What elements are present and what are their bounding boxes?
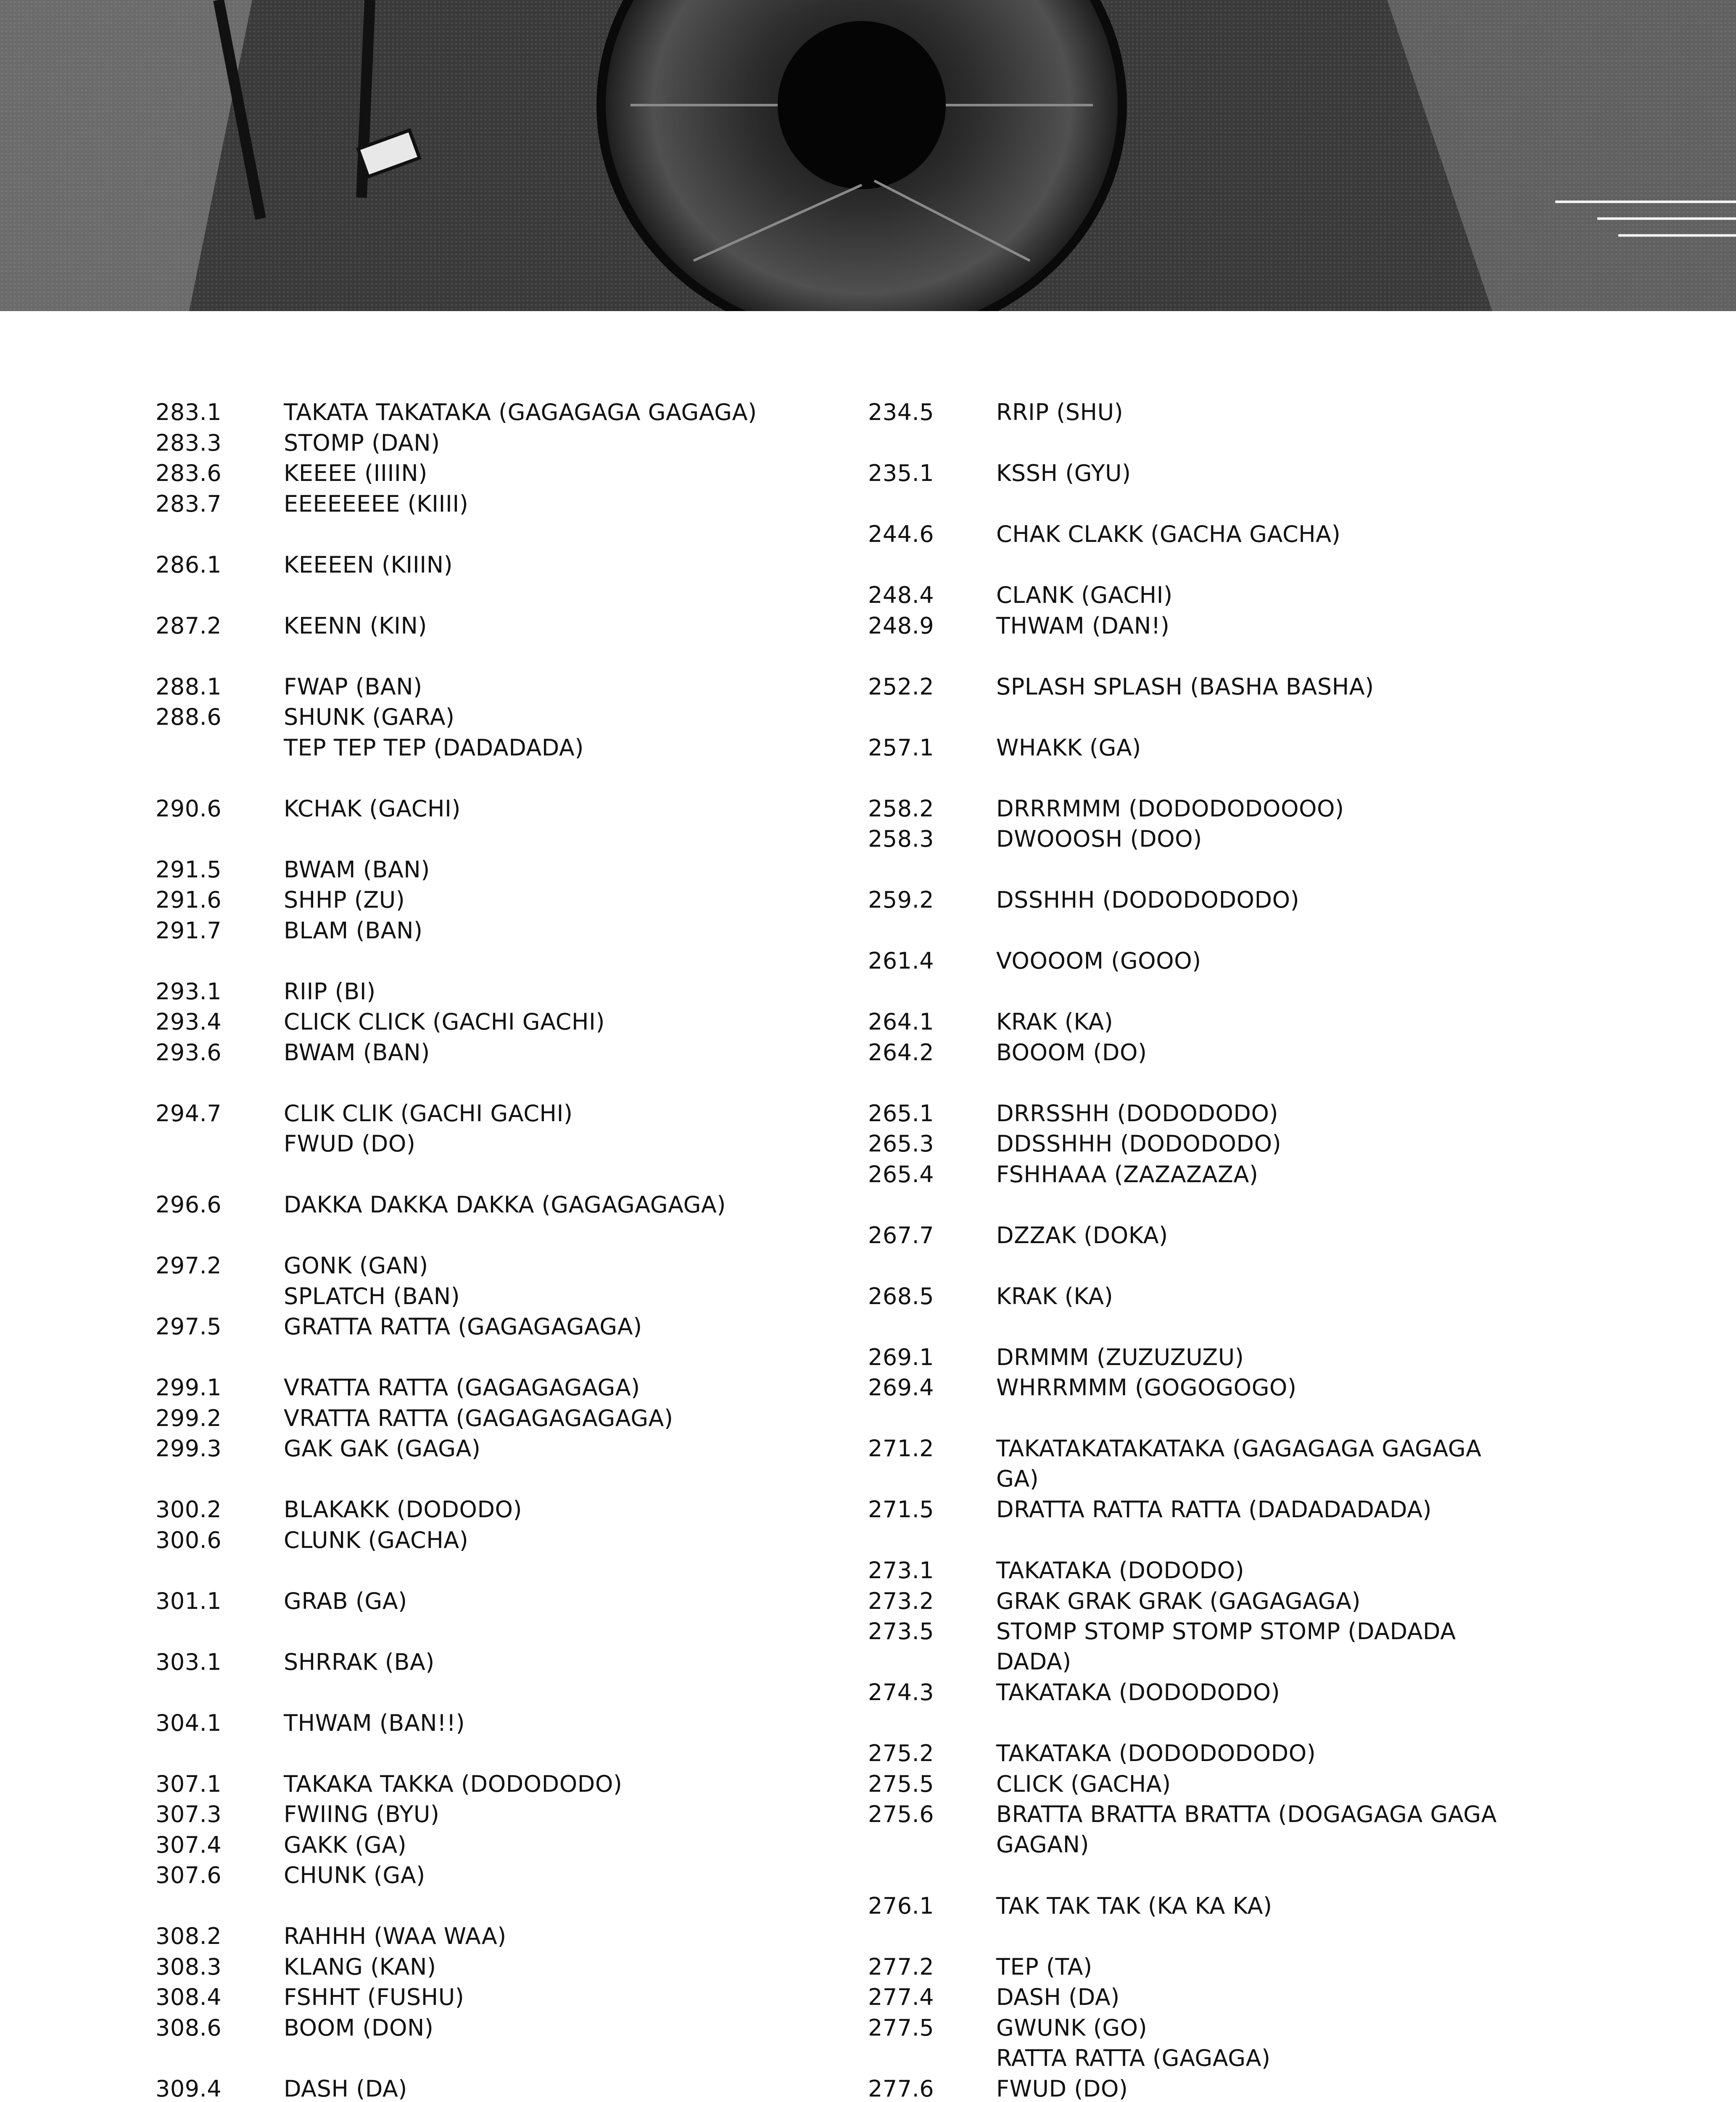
glossary-entry <box>868 458 1541 489</box>
glossary-entry <box>868 1555 1541 1586</box>
sound-effect-line: CLIK CLIK (GACHI GACHI) <box>284 1100 573 1127</box>
sound-effect-text <box>996 1281 1113 1312</box>
sound-effect-line: WHAKK (GA) <box>996 734 1141 761</box>
panel-number: 271.5 <box>868 1496 934 1523</box>
sound-effect-line: BLAKAKK (DODODO) <box>284 1496 522 1523</box>
glossary-entry <box>156 1799 828 1830</box>
panel-number: 265.3 <box>868 1130 934 1157</box>
sound-effect-line: CHAK CLAKK (GACHA GACHA) <box>996 521 1341 547</box>
glossary-entry <box>868 1373 1541 1403</box>
sound-effect-text <box>284 1129 415 1159</box>
glossary-entry <box>156 794 828 824</box>
sound-effect-line: FSHHAAA (ZAZAZAZA) <box>996 1161 1258 1188</box>
sound-effect-line: VRATTA RATTA (GAGAGAGAGAGA) <box>284 1405 673 1431</box>
panel-number: 290.6 <box>156 795 222 822</box>
sound-effect-line: CLANK (GACHI) <box>996 582 1173 608</box>
sound-effect-text <box>996 1891 1272 1921</box>
panel-number: 294.7 <box>156 1100 222 1127</box>
sound-effect-text <box>996 1799 1497 1860</box>
sound-effect-line: KRAK (KA) <box>996 1283 1113 1310</box>
panel-number: 283.7 <box>156 491 222 517</box>
glossary-entry <box>868 1677 1541 1708</box>
sound-effect-text <box>284 1373 640 1403</box>
glossary-entry <box>868 1099 1541 1129</box>
sound-effect-text <box>996 519 1340 549</box>
glossary-entry <box>868 1799 1541 1860</box>
panel-number: 293.6 <box>156 1039 222 1066</box>
panel-number: 288.1 <box>156 673 222 700</box>
glossary-entry <box>868 1891 1541 1922</box>
panel-number: 299.1 <box>156 1374 222 1401</box>
sound-effect-line: FWUD (DO) <box>284 1130 416 1157</box>
glossary-entry <box>156 977 828 1007</box>
glossary-entry <box>156 885 828 916</box>
glossary-entry <box>156 1860 828 1891</box>
panel-number: 277.4 <box>868 1984 934 2010</box>
panel-number: 307.3 <box>156 1801 222 1827</box>
panel-number: 265.4 <box>868 1161 934 1188</box>
sound-effect-text <box>996 611 1169 641</box>
sound-effect-text <box>284 733 584 763</box>
panel-number: 299.3 <box>156 1435 222 1462</box>
sound-effect-text <box>284 1708 465 1738</box>
panel-number: 258.3 <box>868 826 934 852</box>
sound-effect-text <box>284 428 440 458</box>
glossary-entry <box>156 1190 828 1220</box>
sound-effect-line: GWUNK (GO) <box>996 2015 1148 2041</box>
sound-effect-line: DRRRMMM (DODODODOOOO) <box>996 795 1344 822</box>
panel-number: 275.6 <box>868 1801 934 1827</box>
glossary-entry <box>156 1403 828 1434</box>
panel-number: 296.6 <box>156 1191 222 1218</box>
sound-effect-line: GAKK (GA) <box>284 1832 407 1858</box>
glossary-entry <box>868 580 1541 611</box>
panel-number: 300.2 <box>156 1496 222 1523</box>
sound-effect-line-continued: GA) <box>996 1466 1039 1492</box>
glossary-entry <box>156 1982 828 2013</box>
sound-effect-line: BLAM (BAN) <box>284 917 423 944</box>
panel-number: 307.1 <box>156 1771 222 1797</box>
sound-effect-line-continued: GAGAN) <box>996 1831 1090 1858</box>
glossary-entry <box>868 1495 1541 1525</box>
glossary-entry <box>868 1982 1541 2013</box>
sound-effect-text <box>996 1982 1120 2012</box>
sound-effect-text <box>284 885 405 915</box>
glossary-entry <box>868 1769 1541 1800</box>
sound-effect-text <box>284 1525 468 1555</box>
sound-effect-line: GRAK GRAK GRAK (GAGAGAGA) <box>996 1588 1361 1614</box>
glossary-entry <box>156 1647 828 1678</box>
sound-effect-line: SHHP (ZU) <box>284 887 405 913</box>
sound-effect-text <box>996 1007 1113 1037</box>
sound-effect-line: DWOOOSH (DOO) <box>996 826 1202 852</box>
glossary-entry <box>868 672 1541 702</box>
sound-effect-text <box>996 2043 1271 2073</box>
sound-effect-text <box>996 1495 1432 1525</box>
sound-effect-line: DDSSHHH (DODODODO) <box>996 1130 1282 1157</box>
panel-number: 264.1 <box>868 1009 934 1035</box>
glossary-entry <box>156 1708 828 1739</box>
glossary-entry <box>868 611 1541 642</box>
sound-effect-text <box>284 1007 605 1037</box>
glossary-entry <box>156 2013 828 2044</box>
sound-effect-line: BOOOM (DO) <box>996 1039 1147 1066</box>
sound-effect-line: GAK GAK (GAGA) <box>284 1435 481 1462</box>
sound-effect-text <box>996 824 1202 854</box>
glossary-entry <box>156 1434 828 1464</box>
sound-effect-text <box>284 1830 406 1860</box>
glossary-entry <box>156 428 828 459</box>
glossary-entry <box>868 946 1541 977</box>
sound-effect-text <box>996 2013 1147 2043</box>
sound-effect-line: DZZAK (DOKA) <box>996 1222 1168 1249</box>
sound-effect-line: GRATTA RATTA (GAGAGAGAGA) <box>284 1313 642 1340</box>
top-manga-panel <box>0 0 1736 311</box>
glossary-entry <box>156 1495 828 1525</box>
sound-effect-line: FWUD (DO) <box>996 2076 1128 2102</box>
sound-effect-text <box>996 1677 1280 1708</box>
sound-effect-line: TEP (TA) <box>996 1954 1092 1980</box>
sound-effect-text <box>996 1159 1258 1190</box>
sound-effect-line: SPLASH SPLASH (BASHA BASHA) <box>996 673 1374 700</box>
panel-number: 286.1 <box>156 552 222 578</box>
sound-effect-text <box>284 1921 507 1951</box>
sound-effect-text <box>996 1738 1316 1769</box>
glossary-entry <box>868 2043 1541 2074</box>
panel-number: 307.6 <box>156 1862 222 1888</box>
sound-effect-text <box>284 1281 460 1312</box>
sound-effect-line: THWAM (BAN!!) <box>284 1710 465 1736</box>
glossary-entry <box>156 1251 828 1281</box>
panel-number: 293.4 <box>156 1009 222 1035</box>
glossary-entry <box>868 1738 1541 1769</box>
glossary-entry <box>156 2074 828 2102</box>
panel-number: 244.6 <box>868 521 934 547</box>
sound-effect-line: THWAM (DAN!) <box>996 613 1170 639</box>
glossary-entry <box>156 1007 828 1038</box>
sound-effect-line: VRATTA RATTA (GAGAGAGAGA) <box>284 1374 640 1401</box>
panel-number: 291.5 <box>156 856 222 883</box>
panel-number: 308.3 <box>156 1954 222 1980</box>
sound-effect-text <box>284 397 757 428</box>
panel-number: 307.4 <box>156 1832 222 1858</box>
sound-effect-line: KEEEE (IIIIN) <box>284 460 427 486</box>
glossary-entry <box>156 702 828 733</box>
sound-effect-line: STOMP (DAN) <box>284 430 440 456</box>
panel-number: 277.2 <box>868 1954 934 1980</box>
glossary-entry <box>868 794 1541 824</box>
glossary-entry <box>156 1921 828 1952</box>
sound-effect-line: DASH (DA) <box>284 2076 407 2102</box>
sound-effect-line: TAKATA TAKATAKA (GAGAGAGA GAGAGA) <box>284 399 757 425</box>
sound-effect-text <box>996 1129 1281 1159</box>
sound-effect-line: GONK (GAN) <box>284 1252 428 1279</box>
sound-effect-text <box>284 1769 622 1799</box>
sound-effect-text <box>996 794 1344 824</box>
sound-effect-line: RATTA RATTA (GAGAGA) <box>996 2045 1271 2071</box>
sound-effect-line: TEP TEP TEP (DADADADA) <box>284 734 584 761</box>
glossary-entry <box>868 1129 1541 1159</box>
sound-effect-line: TAKATAKA (DODODODODO) <box>996 1740 1316 1767</box>
panel-number: 297.5 <box>156 1313 222 1340</box>
glossary-entry <box>868 885 1541 916</box>
sound-effect-text <box>284 1982 464 2012</box>
glossary-entry <box>156 458 828 489</box>
panel-number: 259.2 <box>868 887 934 913</box>
sound-effect-line: SHRRAK (BA) <box>284 1649 435 1675</box>
glossary-entry <box>156 1525 828 1556</box>
glossary-entry <box>156 1281 828 1312</box>
sound-effect-text <box>284 1586 407 1616</box>
sound-effect-line: STOMP STOMP STOMP STOMP (DADADA <box>996 1618 1456 1645</box>
panel-number: 308.6 <box>156 2015 222 2041</box>
sound-effect-line: KEEEEN (KIIIN) <box>284 552 453 578</box>
sound-effect-line: BOOM (DON) <box>284 2015 434 2041</box>
sound-effect-text <box>996 1434 1482 1494</box>
sound-effect-text <box>996 1373 1297 1403</box>
sound-effect-line: DAKKA DAKKA DAKKA (GAGAGAGAGA) <box>284 1191 726 1218</box>
panel-number: 275.2 <box>868 1740 934 1767</box>
sound-effect-line: CHUNK (GA) <box>284 1862 425 1888</box>
panel-number: 274.3 <box>868 1679 934 1706</box>
sound-effect-text <box>284 702 455 732</box>
sound-effect-line: EEEEEEEE (KIIII) <box>284 491 469 517</box>
sound-effect-line: TAKATAKA (DODODO) <box>996 1557 1245 1584</box>
panel-number: 277.5 <box>868 2015 934 2041</box>
sound-effect-line: DRRSSHH (DODODODO) <box>996 1100 1279 1127</box>
glossary-entry <box>868 2074 1541 2102</box>
panel-number: 248.9 <box>868 613 934 639</box>
sound-effect-line: RRIP (SHU) <box>996 399 1124 425</box>
glossary-entry <box>868 2013 1541 2044</box>
glossary-entry <box>156 397 828 428</box>
panel-number: 234.5 <box>868 399 934 425</box>
sound-effect-text <box>284 489 468 519</box>
glossary-entry <box>156 489 828 520</box>
glossary-entry <box>156 672 828 702</box>
sound-effect-line: DRMMM (ZUZUZUZU) <box>996 1344 1244 1371</box>
panel-number: 308.4 <box>156 1984 222 2010</box>
panel-number: 304.1 <box>156 1710 222 1736</box>
panel-number: 269.4 <box>868 1374 934 1401</box>
sound-effect-line: RAHHH (WAA WAA) <box>284 1923 507 1949</box>
sound-effect-text <box>284 1251 428 1281</box>
sound-effect-text <box>996 397 1123 428</box>
panel-number: 283.1 <box>156 399 222 425</box>
sound-effect-line: DASH (DA) <box>996 1984 1120 2010</box>
glossary-entry <box>156 733 828 763</box>
panel-number: 309.4 <box>156 2076 222 2102</box>
glossary-entry <box>868 1007 1541 1038</box>
sound-effect-text <box>284 916 423 946</box>
sound-effect-line: CLICK (GACHA) <box>996 1771 1171 1797</box>
glossary-entry <box>156 550 828 581</box>
glossary-entry <box>156 1769 828 1800</box>
eye-closeup-illustration <box>0 0 1736 311</box>
panel-number: 291.6 <box>156 887 222 913</box>
sound-effect-line: CLICK CLICK (GACHI GACHI) <box>284 1009 605 1035</box>
glossary-entry <box>156 916 828 946</box>
panel-number: 283.3 <box>156 430 222 456</box>
sound-effect-line: WHRRMMM (GOGOGOGO) <box>996 1374 1297 1401</box>
panel-number: 273.1 <box>868 1557 934 1584</box>
sound-effect-line: RIIP (BI) <box>284 978 376 1005</box>
sound-effect-line: SHUNK (GARA) <box>284 704 455 730</box>
panel-number: 273.5 <box>868 1618 934 1645</box>
sound-effect-text <box>284 550 453 580</box>
sound-effect-text <box>996 1769 1171 1799</box>
sound-effect-text <box>996 1342 1244 1373</box>
sound-effect-line: KCHAK (GACHI) <box>284 795 461 822</box>
sound-effect-line: DRATTA RATTA RATTA (DADADADADA) <box>996 1496 1432 1523</box>
sound-effect-text <box>284 2013 433 2043</box>
panel-number: 265.1 <box>868 1100 934 1127</box>
sound-effect-line: FWIING (BYU) <box>284 1801 440 1827</box>
panel-number: 258.2 <box>868 795 934 822</box>
glossary-entry <box>156 1038 828 1068</box>
sound-effect-text <box>996 1952 1092 1982</box>
panel-number: 261.4 <box>868 948 934 974</box>
glossary-entry <box>156 1830 828 1861</box>
sound-effect-text <box>284 1099 573 1129</box>
glossary-entry <box>156 1373 828 1403</box>
sound-effect-text <box>284 794 461 824</box>
sound-effect-text <box>284 1434 480 1464</box>
panel-number: 264.2 <box>868 1039 934 1066</box>
panel-number: 271.2 <box>868 1435 934 1462</box>
sound-effect-line: SPLATCH (BAN) <box>284 1283 460 1310</box>
sound-effect-text <box>996 1586 1361 1616</box>
sound-effect-line: BWAM (BAN) <box>284 1039 430 1066</box>
panel-number: 277.6 <box>868 2076 934 2102</box>
sound-effect-text <box>996 733 1141 763</box>
sound-effect-text <box>284 1403 673 1434</box>
panel-number: 291.7 <box>156 917 222 944</box>
panel-number: 308.2 <box>156 1923 222 1949</box>
sound-effect-line: KEENN (KIN) <box>284 613 427 639</box>
glossary-entry <box>868 519 1541 550</box>
sound-effect-line: TAKATAKATAKATAKA (GAGAGAGA GAGAGA <box>996 1435 1482 1462</box>
sound-effect-text <box>996 580 1173 610</box>
sound-effect-text <box>996 1099 1278 1129</box>
panel-number: 273.2 <box>868 1588 934 1614</box>
sound-effect-text <box>996 1616 1456 1677</box>
panel-number: 257.1 <box>868 734 934 761</box>
glossary-entry <box>868 1616 1541 1677</box>
panel-number: 267.7 <box>868 1222 934 1249</box>
glossary-entry <box>156 611 828 642</box>
sound-effect-text <box>284 1312 642 1342</box>
sound-effect-text <box>284 1799 439 1830</box>
sound-effect-line: KRAK (KA) <box>996 1009 1113 1035</box>
glossary-entry <box>868 1220 1541 1251</box>
sound-effect-line: VOOOOM (GOOO) <box>996 948 1201 974</box>
sound-effect-line: CLUNK (GACHA) <box>284 1527 469 1553</box>
sound-effect-line: GRAB (GA) <box>284 1588 407 1614</box>
sound-effect-text <box>996 1220 1168 1251</box>
panel-number: 268.5 <box>868 1283 934 1310</box>
glossary-entry <box>156 1099 828 1129</box>
sound-effect-text <box>284 458 427 489</box>
sound-effect-line: KSSH (GYU) <box>996 460 1131 486</box>
glossary-entry <box>868 824 1541 855</box>
glossary-entry <box>868 733 1541 763</box>
panel-number: 235.1 <box>868 460 934 486</box>
sound-effect-text <box>284 855 430 885</box>
glossary-entry <box>156 1312 828 1342</box>
panel-number: 293.1 <box>156 978 222 1005</box>
sound-effect-text <box>284 1190 726 1220</box>
panel-number: 275.5 <box>868 1771 934 1797</box>
sound-effect-line-continued: DADA) <box>996 1648 1071 1675</box>
glossary-entry <box>156 855 828 885</box>
glossary-entry <box>868 1586 1541 1617</box>
sound-effect-line: BRATTA BRATTA BRATTA (DOGAGAGA GAGA <box>996 1801 1497 1827</box>
sound-effect-text <box>996 672 1374 702</box>
panel-number: 301.1 <box>156 1588 222 1614</box>
sound-effect-text <box>284 1952 436 1982</box>
panel-number: 297.2 <box>156 1252 222 1279</box>
sound-effect-line: KLANG (KAN) <box>284 1954 436 1980</box>
sound-effect-line: DSSHHH (DODODODODO) <box>996 887 1300 913</box>
sound-effect-line: TAKATAKA (DODODODO) <box>996 1679 1280 1706</box>
sound-effect-line: FWAP (BAN) <box>284 673 422 700</box>
sound-effect-line: TAK TAK TAK (KA KA KA) <box>996 1893 1272 1919</box>
panel-number: 287.2 <box>156 613 222 639</box>
glossary-entry <box>156 1586 828 1617</box>
glossary-entry <box>868 1281 1541 1312</box>
glossary-entry <box>156 1952 828 1983</box>
sound-effect-text <box>996 2074 1128 2102</box>
sound-effect-text <box>284 1038 430 1068</box>
sound-effect-text <box>284 2074 407 2102</box>
sound-effect-text <box>996 1038 1147 1068</box>
glossary-entry <box>868 1434 1541 1495</box>
sound-effect-line: BWAM (BAN) <box>284 856 430 883</box>
glossary-entry <box>868 1952 1541 1983</box>
glossary-entry <box>868 397 1541 428</box>
glossary-entry <box>868 1342 1541 1373</box>
panel-number: 288.6 <box>156 704 222 730</box>
sound-effect-line: FSHHT (FUSHU) <box>284 1984 464 2010</box>
panel-number: 303.1 <box>156 1649 222 1675</box>
sound-effect-text <box>284 977 376 1007</box>
glossary-entry <box>868 1038 1541 1068</box>
panel-number: 300.6 <box>156 1527 222 1553</box>
panel-number: 283.6 <box>156 460 222 486</box>
sound-effect-text <box>996 458 1131 489</box>
panel-number: 276.1 <box>868 1893 934 1919</box>
sound-effect-line: TAKAKA TAKKA (DODODODO) <box>284 1771 623 1797</box>
sound-effect-text <box>284 672 422 702</box>
panel-number: 252.2 <box>868 673 934 700</box>
panel-number: 269.1 <box>868 1344 934 1371</box>
sound-effect-text <box>996 1555 1244 1586</box>
sound-effect-text <box>284 1647 435 1677</box>
sound-effect-text <box>284 611 427 641</box>
sound-effect-text <box>284 1860 425 1891</box>
sound-effect-text <box>996 885 1299 915</box>
sound-effect-text <box>284 1495 522 1525</box>
glossary-entry <box>868 1159 1541 1190</box>
panel-number: 299.2 <box>156 1405 222 1431</box>
panel-number: 248.4 <box>868 582 934 608</box>
sound-effect-text <box>996 946 1201 976</box>
glossary-entry <box>156 1129 828 1159</box>
